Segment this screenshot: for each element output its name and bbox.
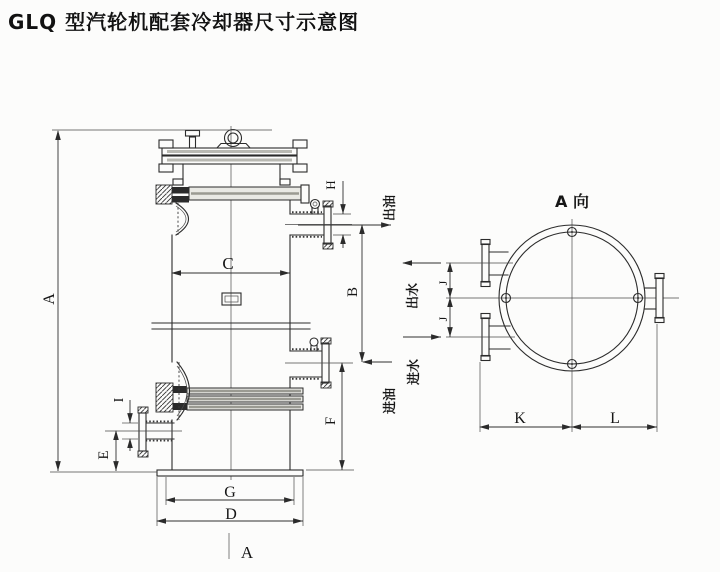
dim-c-label: C	[222, 254, 234, 273]
drain-nozzle	[105, 407, 182, 457]
dim-i-label: I	[112, 397, 127, 403]
front-view	[41, 126, 398, 562]
base-plate	[157, 470, 303, 476]
vent-plug-icon	[186, 131, 200, 149]
dim-a-label: A	[41, 293, 58, 305]
dim-j-upper-label: J	[436, 280, 450, 286]
dim-f-label: F	[323, 416, 339, 426]
oil-inlet-label: 进油	[383, 387, 398, 415]
upper-dished-head	[176, 203, 189, 235]
dim-g-label: G	[224, 484, 236, 501]
side-view	[403, 192, 679, 432]
section-marker-label: A	[240, 543, 254, 562]
dim-d-label: D	[225, 506, 237, 523]
vessel-neck	[173, 164, 290, 185]
front-labels	[41, 180, 398, 562]
water-outlet-label: 出水	[406, 282, 421, 310]
side-labels	[405, 280, 620, 427]
oil-inlet-nozzle	[285, 338, 353, 388]
dim-l-label: L	[610, 410, 620, 427]
dim-j-lower-label: J	[436, 316, 450, 322]
dim-k-label: K	[514, 410, 526, 427]
drawing-title: GLQ 型汽轮机配套冷却器尺寸示意图	[8, 10, 360, 34]
side-dimensions	[403, 263, 657, 432]
water-outlet-nozzle	[446, 240, 513, 287]
dim-h-label: H	[323, 180, 338, 190]
water-inlet-label: 进水	[407, 358, 422, 386]
dim-b-label: B	[345, 286, 361, 298]
water-inlet-nozzle	[446, 314, 515, 361]
oil-outlet-label: 出油	[383, 194, 398, 222]
lower-tube-bundle	[156, 383, 303, 412]
oil-outlet-nozzle	[285, 200, 352, 250]
top-cover-flange	[159, 140, 307, 172]
side-view-title: A 向	[555, 192, 589, 211]
nameplate	[222, 293, 241, 305]
lifting-eye	[216, 130, 251, 150]
dim-e-label: E	[96, 450, 112, 460]
upper-tube-bundle	[156, 185, 309, 204]
